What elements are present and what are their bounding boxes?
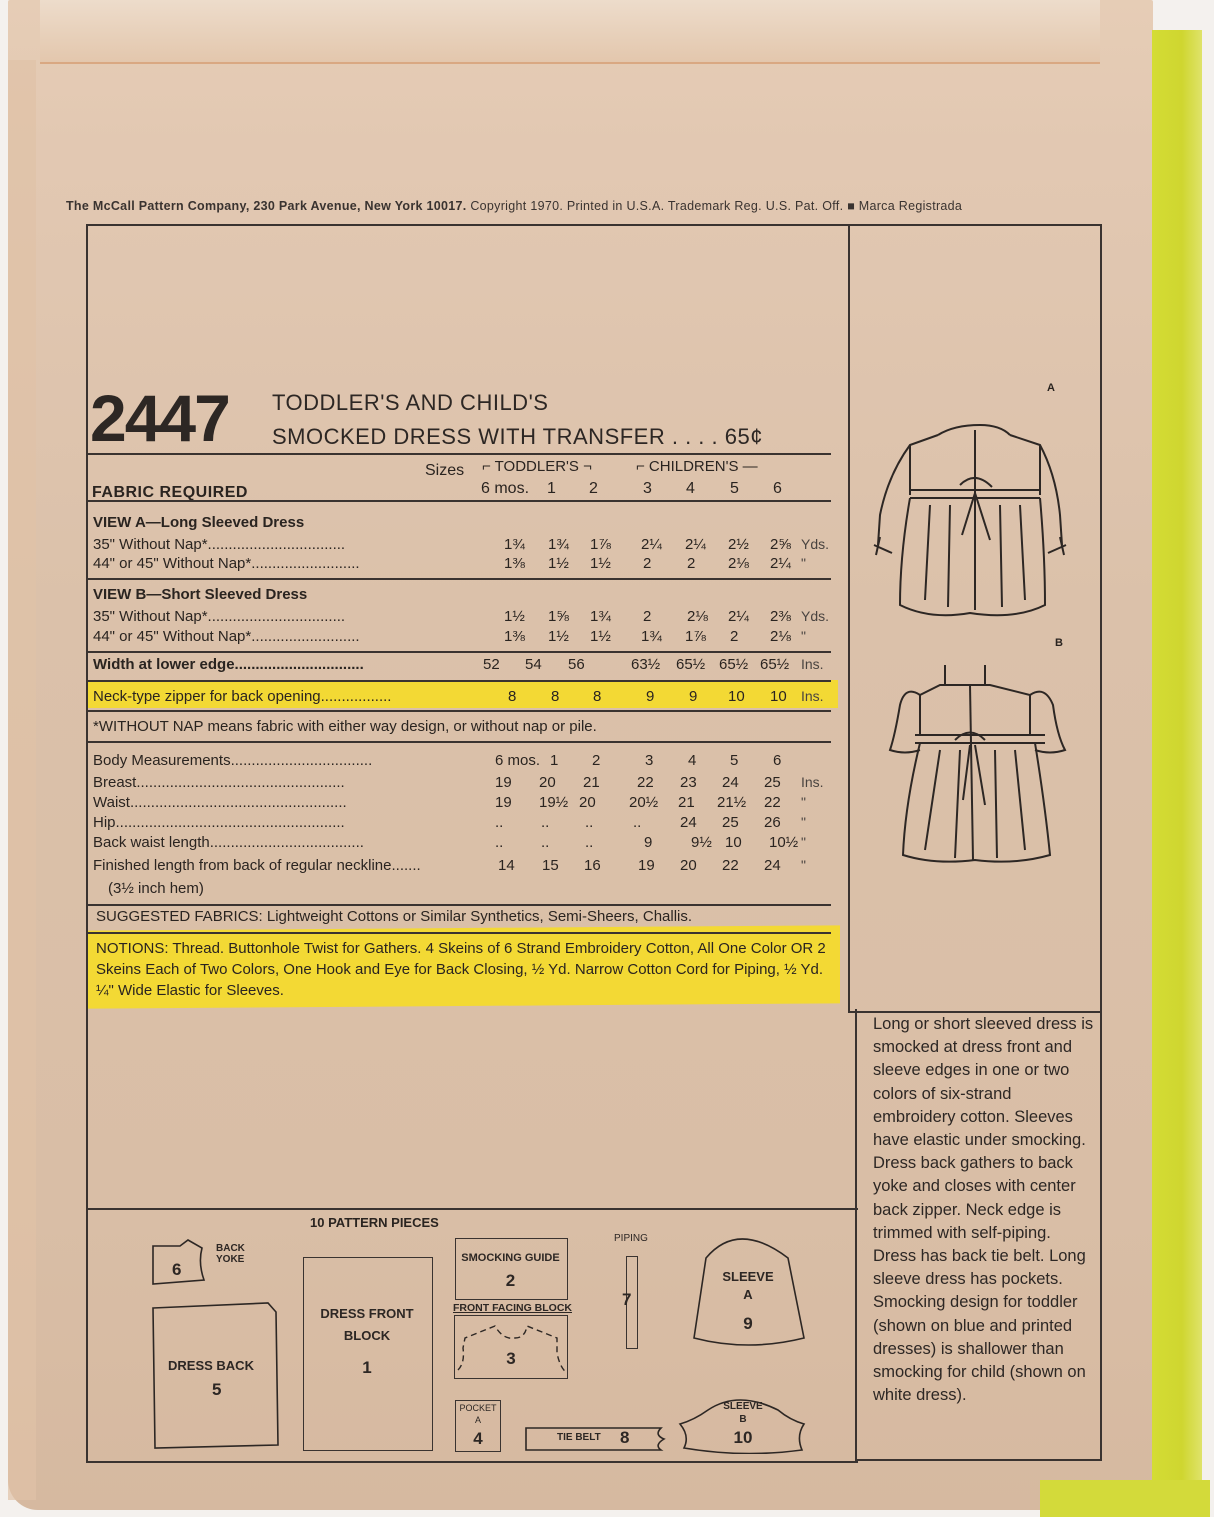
suggested-fabrics: SUGGESTED FABRICS: Lightweight Cottons or Similar Synthetics, Semi-Sheers, Challis.: [96, 908, 693, 925]
tie-belt-number: 8: [620, 1428, 630, 1447]
fabric-required-heading: FABRIC REQUIRED: [92, 484, 248, 501]
table-row: Breast.................................................. 19 20 21 22 23 24 25 Ins.: [93, 774, 824, 791]
piping-number: 7: [622, 1290, 632, 1309]
table-row: 35" Without Nap*................................. 1¾ 1¾ 1⅞ 2¼ 2¼ 2½ 2⅝ Yds.: [93, 536, 830, 553]
dress-back-label: DRESS BACK: [168, 1358, 254, 1373]
table-row: Back waist length..................................... .. .. .. 9 9½ 10 10½ ": [93, 834, 806, 851]
pocket-a-label: POCKET A: [459, 1403, 497, 1425]
view-b-dress-illustration: [885, 655, 1075, 865]
divider: [88, 932, 831, 934]
divider: [88, 904, 831, 906]
copyright-line: Copyright 1970. Printed in U.S.A. Trademark Reg. U.S. Pat. Off. ■ Marca Registrada: [470, 199, 963, 213]
smocking-guide-label: SMOCKING GUIDE: [461, 1252, 560, 1264]
size-col-6: 6: [773, 480, 782, 497]
view-b-title: VIEW B—Short Sleeved Dress: [93, 586, 308, 603]
divider: [88, 651, 831, 653]
pattern-description: Long or short sleeved dress is smocked at dress front and sleeve edges in one or two colors of six-strand embroidery cotton. Sleeves have elastic under smocking. Dress back gathers to back yoke and closes with center back zipper. Neck edge is trimmed with self-piping. Dress has back tie belt. Long sleeve dress has pockets. Smocking design for toddler (shown on blue and printed dresses) is shallower than smocking for child (shown on white dress).: [873, 1015, 1094, 1405]
table-row: 44" or 45" Without Nap*.......................... 1⅜ 1½ 1½ 1¾ 1⅞ 2 2⅛ ": [93, 628, 806, 645]
front-facing-cutline: [455, 1318, 567, 1378]
sleeve-a-label: SLEEVE A: [722, 1269, 774, 1302]
size-col-1: 1: [547, 480, 556, 497]
table-row: Waist.................................................... 19 19½ 20 20½ 21 21½ 22 ": [93, 794, 806, 811]
size-col-3: 3: [643, 480, 652, 497]
title-line-1: TODDLER'S AND CHILD'S: [272, 390, 549, 415]
envelope-left-edge: [8, 60, 36, 1500]
dress-back-piece: [150, 1300, 290, 1450]
table-row: Finished length from back of regular neckline....... 14 15 16 19 20 22 24 ": [93, 857, 806, 874]
size-col-2: 2: [589, 480, 598, 497]
view-a-dress-illustration: [870, 395, 1070, 625]
view-a-label: A: [1047, 382, 1055, 394]
divider: [88, 710, 831, 712]
body-measurements-header: Body Measurements.................................. 6 mos. 1 2 3 4 5 6: [93, 752, 782, 769]
notions-text: NOTIONS: Thread. Buttonhole Twist for Gathers. 4 Skeins of 6 Strand Embroidery Cotton, All One Color OR 2 Skeins Each of Two Colors, One Hook and Eye for Back Closing, ½ Yd. Narrow Cotton Cord for Piping, ½ Yd. ¼" Wide Elastic for Sleeves.: [96, 940, 826, 999]
table-row: 35" Without Nap*................................. 1½ 1⅝ 1¾ 2 2⅛ 2¼ 2⅜ Yds.: [93, 608, 830, 625]
dress-front-block-piece: [303, 1257, 433, 1451]
title-line-2: SMOCKED DRESS WITH TRANSFER . . . . 65¢: [272, 424, 763, 449]
green-backing-strip: [1152, 30, 1202, 1500]
view-b-label: B: [1055, 637, 1063, 649]
front-facing-block-label: FRONT FACING BLOCK: [453, 1302, 572, 1314]
dress-front-block-label: DRESS FRONT BLOCK: [320, 1306, 414, 1343]
divider: [88, 741, 831, 743]
envelope-flap: [40, 0, 1100, 64]
size-col-4: 4: [686, 480, 695, 497]
publisher-imprint: [66, 199, 1096, 213]
table-row: Hip....................................................... .. .. .. .. 24 25 26 ": [93, 814, 806, 831]
green-backing-corner: [1040, 1480, 1210, 1517]
company-address: The McCall Pattern Company, 230 Park Avenue, New York 10017.: [66, 199, 467, 213]
children-group-label: ⌐ CHILDREN'S —: [636, 458, 758, 475]
size-col-5: 5: [730, 480, 739, 497]
divider: [88, 578, 831, 580]
sleeve-a-number: 9: [743, 1314, 753, 1333]
hem-note: (3½ inch hem): [108, 880, 204, 897]
dress-back-number: 5: [212, 1380, 222, 1399]
view-a-title: VIEW A—Long Sleeved Dress: [93, 514, 305, 531]
pattern-pieces-title: 10 PATTERN PIECES: [310, 1215, 439, 1230]
pocket-a-number: 4: [473, 1429, 483, 1448]
sleeve-b-number: 10: [733, 1428, 753, 1447]
without-nap-note: *WITHOUT NAP means fabric with either way design, or without nap or pile.: [93, 718, 597, 735]
sizes-label: Sizes: [425, 462, 465, 479]
divider: [88, 500, 831, 502]
dress-front-block-number: 1: [362, 1358, 372, 1377]
divider: [88, 453, 831, 455]
piping-label: PIPING: [614, 1233, 648, 1244]
tie-belt-label: TIE BELT: [557, 1432, 601, 1443]
zipper-row: Neck-type zipper for back opening................. 8 8 8 9 9 10 10 Ins.: [93, 688, 824, 705]
pattern-number: 2447: [90, 381, 229, 455]
sleeve-b-label: SLEEVE B: [723, 1401, 763, 1425]
size-col-6mos: 6 mos.: [481, 480, 530, 497]
back-yoke-label: BACK YOKE: [216, 1243, 245, 1265]
divider: [88, 680, 831, 682]
front-facing-block-number: 3: [506, 1349, 516, 1368]
toddler-group-label: ⌐ TODDLER'S ¬: [482, 458, 592, 475]
back-yoke-number: 6: [172, 1260, 182, 1279]
width-lower-edge-row: Width at lower edge............................... 52 54 56 63½ 65½ 65½ 65½ Ins.: [93, 656, 824, 673]
table-row: 44" or 45" Without Nap*.......................... 1⅜ 1½ 1½ 2 2 2⅛ 2¼ ": [93, 555, 806, 572]
smocking-guide-number: 2: [505, 1271, 516, 1290]
